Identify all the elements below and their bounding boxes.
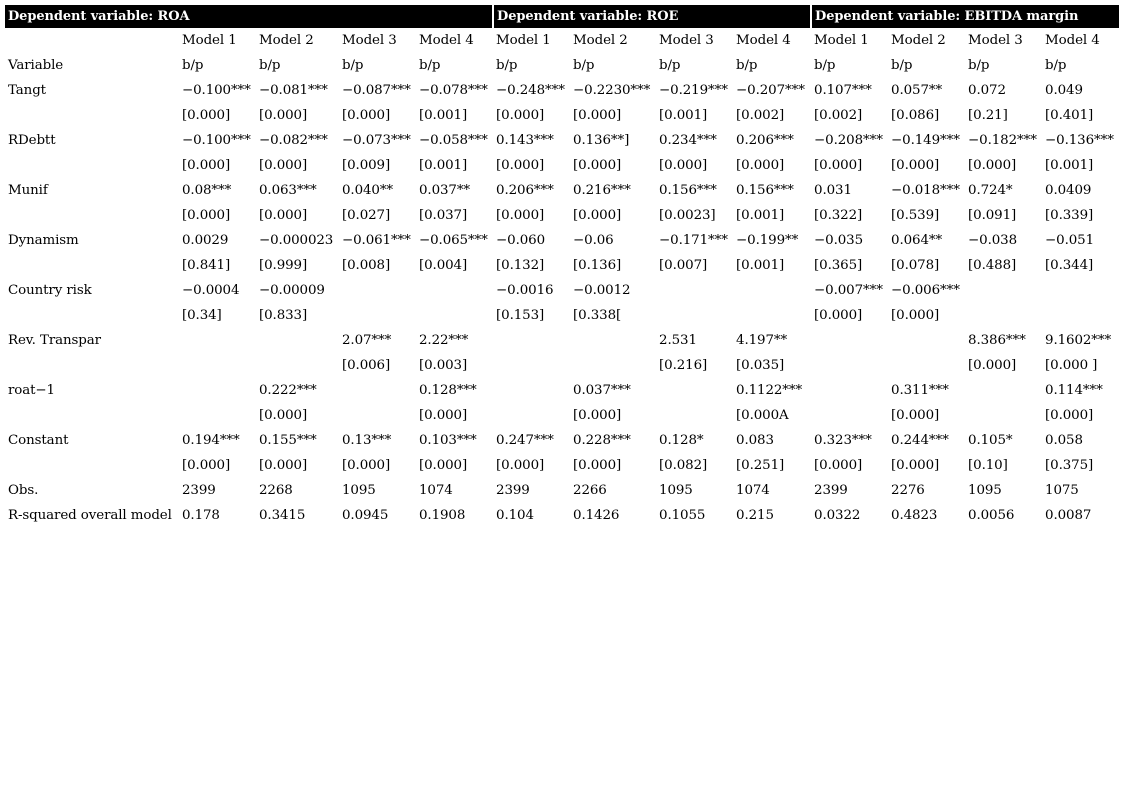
table-cell: 0.083 [736, 433, 774, 448]
table-cell: 0.234*** [659, 133, 717, 148]
table-cell [656, 378, 733, 403]
table-cell: 0.215 [736, 508, 774, 523]
table-cell: 8.386*** [968, 333, 1026, 348]
table-row [5, 228, 1119, 253]
table-cell [965, 378, 1042, 403]
table-cell: [0.000] [182, 208, 231, 223]
table-cell: 2268 [259, 483, 293, 498]
table-cell [256, 353, 339, 378]
table-cell: 0.216*** [573, 183, 631, 198]
row-label: Munif [8, 183, 48, 198]
table-cell: −0.0012 [573, 283, 631, 298]
table-cell: 0.206*** [736, 133, 794, 148]
table-row [5, 253, 1119, 278]
table-cell: [0.002] [736, 108, 785, 123]
table-cell [733, 303, 811, 328]
table-cell [656, 403, 733, 428]
table-cell: [0.000] [496, 208, 545, 223]
stat-header-cell: b/p [342, 58, 364, 73]
row-label [5, 453, 179, 478]
stat-header-cell: b/p [659, 58, 681, 73]
table-cell: [0.251] [736, 458, 785, 473]
table-cell: [0.000] [968, 158, 1017, 173]
table-cell: 0.114*** [1045, 383, 1103, 398]
table-cell: 1074 [419, 483, 453, 498]
table-cell: 0.064** [891, 233, 943, 248]
table-cell [965, 303, 1042, 328]
table-row [5, 278, 1119, 303]
table-cell: [0.000 ] [1045, 358, 1098, 373]
model-header-cell: Model 3 [659, 33, 714, 48]
table-cell: [0.000] [182, 458, 231, 473]
table-cell [256, 328, 339, 353]
table-body [5, 78, 1119, 528]
model-header-cell: Model 1 [814, 33, 869, 48]
table-cell: 0.037** [419, 183, 471, 198]
table-cell: 0.194*** [182, 433, 240, 448]
table-cell [965, 403, 1042, 428]
model-header-cell: Model 3 [342, 33, 397, 48]
table-cell: [0.539] [891, 208, 940, 223]
table-cell: 2266 [573, 483, 607, 498]
model-header-cell: Model 1 [182, 33, 237, 48]
table-cell [416, 278, 493, 303]
table-cell: 4.197** [736, 333, 788, 348]
table-cell: [0.000] [573, 158, 622, 173]
row-label [5, 403, 179, 428]
group-header-roa: Dependent variable: ROA [5, 5, 493, 28]
table-cell: 0.08*** [182, 183, 232, 198]
table-cell: [0.008] [342, 258, 391, 273]
table-cell [339, 278, 416, 303]
table-cell: −0.0016 [496, 283, 554, 298]
table-cell: 0.228*** [573, 433, 631, 448]
table-cell: 0.13*** [342, 433, 392, 448]
table-cell: 2.531 [659, 333, 697, 348]
table-cell: [0.339] [1045, 208, 1094, 223]
table-cell: −0.051 [1045, 233, 1095, 248]
table-cell: [0.344] [1045, 258, 1094, 273]
table-cell: −0.208*** [814, 133, 883, 148]
stat-header-cell: b/p [182, 58, 204, 73]
blank-corner-cell [5, 28, 179, 53]
table-cell: [0.000] [1045, 408, 1094, 423]
table-cell: 2399 [496, 483, 530, 498]
table-cell: [0.000] [573, 458, 622, 473]
table-cell: [0.000] [419, 458, 468, 473]
model-header-cell: Model 3 [968, 33, 1023, 48]
row-label: Obs. [8, 483, 39, 498]
stat-header-cell: b/p [1045, 58, 1067, 73]
table-cell [179, 403, 256, 428]
table-cell: [0.001] [419, 158, 468, 173]
table-cell: 0.156*** [736, 183, 794, 198]
table-cell [656, 303, 733, 328]
table-cell: [0.375] [1045, 458, 1094, 473]
row-label [5, 103, 179, 128]
row-label: Rev. Transpar [8, 333, 101, 348]
table-cell: [0.21] [968, 108, 1008, 123]
table-cell: [0.136] [573, 258, 622, 273]
table-cell: [0.0023] [659, 208, 716, 223]
table-cell: 0.1908 [419, 508, 466, 523]
table-cell: 2399 [814, 483, 848, 498]
table-cell: 0.0029 [182, 233, 229, 248]
table-cell: −0.100*** [182, 133, 251, 148]
model-header-cell: Model 2 [259, 33, 314, 48]
table-cell: −0.199** [736, 233, 799, 248]
table-cell: [0.841] [182, 258, 231, 273]
table-row [5, 503, 1119, 528]
model-header-cell: Model 4 [1045, 33, 1100, 48]
regression-table-container [5, 5, 1119, 528]
model-header-cell: Model 1 [496, 33, 551, 48]
row-label [5, 303, 179, 328]
table-cell: −0.219*** [659, 83, 728, 98]
table-cell: [0.000] [259, 458, 308, 473]
table-cell: 0.724* [968, 183, 1013, 198]
row-label: roat−1 [8, 383, 55, 398]
row-label [5, 353, 179, 378]
table-cell: [0.082] [659, 458, 708, 473]
table-cell: [0.000] [182, 158, 231, 173]
table-cell: [0.007] [659, 258, 708, 273]
row-label [5, 153, 179, 178]
table-cell: [0.000] [419, 408, 468, 423]
table-cell: [0.000] [496, 458, 545, 473]
table-cell: 0.0409 [1045, 183, 1092, 198]
table-cell: 0.0087 [1045, 508, 1092, 523]
table-cell: [0.002] [814, 108, 863, 123]
table-cell: [0.000] [342, 458, 391, 473]
table-cell: 0.0945 [342, 508, 389, 523]
model-header-cell: Model 2 [573, 33, 628, 48]
table-cell: [0.000] [814, 308, 863, 323]
table-cell: 1095 [968, 483, 1002, 498]
table-cell: 0.155*** [259, 433, 317, 448]
row-label: Tangt [8, 83, 46, 98]
table-cell: [0.004] [419, 258, 468, 273]
table-cell: [0.037] [419, 208, 468, 223]
table-cell: 0.143*** [496, 133, 554, 148]
table-cell: 0.311*** [891, 383, 949, 398]
table-cell: [0.000] [968, 358, 1017, 373]
table-cell: 2276 [891, 483, 925, 498]
table-cell [179, 328, 256, 353]
table-cell: 0.206*** [496, 183, 554, 198]
table-cell [1042, 303, 1119, 328]
table-cell: −0.078*** [419, 83, 488, 98]
table-cell: −0.136*** [1045, 133, 1114, 148]
table-cell: [0.000] [259, 158, 308, 173]
table-cell: [0.091] [968, 208, 1017, 223]
table-cell [1042, 278, 1119, 303]
table-cell [339, 303, 416, 328]
table-cell: 0.247*** [496, 433, 554, 448]
table-row [5, 478, 1119, 503]
stat-header-cell: b/p [259, 58, 281, 73]
table-cell: [0.001] [659, 108, 708, 123]
table-row [5, 303, 1119, 328]
dependent-variable-header-row [5, 5, 1119, 28]
table-cell: −0.06 [573, 233, 614, 248]
table-row [5, 128, 1119, 153]
table-cell: 0.0056 [968, 508, 1015, 523]
table-cell: 1095 [342, 483, 376, 498]
regression-table [5, 5, 1119, 528]
table-cell: −0.038 [968, 233, 1018, 248]
table-row [5, 153, 1119, 178]
table-cell: 0.057** [891, 83, 943, 98]
model-header-cell: Model 2 [891, 33, 946, 48]
table-cell: 0.072 [968, 83, 1006, 98]
table-cell [811, 328, 888, 353]
table-row [5, 203, 1119, 228]
table-cell: [0.000] [496, 108, 545, 123]
table-cell [888, 353, 965, 378]
table-cell: [0.000] [182, 108, 231, 123]
table-cell: 0.103*** [419, 433, 477, 448]
table-cell [493, 378, 570, 403]
table-cell: 0.178 [182, 508, 220, 523]
row-label: RDebtt [8, 133, 56, 148]
table-cell [493, 403, 570, 428]
table-cell: −0.007*** [814, 283, 883, 298]
table-cell: −0.087*** [342, 83, 411, 98]
table-cell [179, 353, 256, 378]
table-cell: −0.061*** [342, 233, 411, 248]
table-cell: [0.216] [659, 358, 708, 373]
table-cell: 0.1122*** [736, 383, 803, 398]
group-header-ebitda: Dependent variable: EBITDA margin [811, 5, 1119, 28]
table-cell: −0.207*** [736, 83, 805, 98]
table-row [5, 78, 1119, 103]
table-cell: [0.000] [259, 108, 308, 123]
table-cell: [0.000A [736, 408, 789, 423]
table-cell: [0.000] [259, 208, 308, 223]
group-header-roe: Dependent variable: ROE [493, 5, 811, 28]
table-cell: −0.171*** [659, 233, 728, 248]
table-cell: 1075 [1045, 483, 1079, 498]
table-cell [570, 353, 656, 378]
table-cell: −0.035 [814, 233, 864, 248]
variable-column-header: Variable [8, 58, 64, 73]
row-label: R-squared overall model [8, 508, 172, 523]
table-cell: −0.018*** [891, 183, 960, 198]
table-cell: [0.003] [419, 358, 468, 373]
table-cell: 0.104 [496, 508, 534, 523]
stat-header-cell: b/p [736, 58, 758, 73]
table-cell [416, 303, 493, 328]
table-cell: [0.000] [573, 208, 622, 223]
row-label: Constant [8, 433, 69, 448]
table-cell: [0.000] [891, 408, 940, 423]
table-cell: [0.000] [736, 158, 785, 173]
table-cell: [0.001] [1045, 158, 1094, 173]
table-cell: 0.063*** [259, 183, 317, 198]
table-cell: [0.338[ [573, 308, 622, 323]
table-row [5, 403, 1119, 428]
table-row [5, 453, 1119, 478]
table-cell [179, 378, 256, 403]
table-cell: 0.058 [1045, 433, 1083, 448]
table-cell [811, 378, 888, 403]
model-header-cell: Model 4 [736, 33, 791, 48]
table-cell [965, 278, 1042, 303]
stat-header-cell: b/p [968, 58, 990, 73]
table-cell: −0.000023 [259, 233, 334, 248]
table-cell: 0.049 [1045, 83, 1083, 98]
table-cell [493, 353, 570, 378]
table-cell: [0.000] [891, 158, 940, 173]
table-cell: −0.081*** [259, 83, 328, 98]
table-cell: [0.488] [968, 258, 1017, 273]
table-cell [493, 328, 570, 353]
table-cell: 0.136**] [573, 133, 630, 148]
table-row [5, 328, 1119, 353]
table-cell: [0.132] [496, 258, 545, 273]
table-cell: 0.040** [342, 183, 394, 198]
table-row [5, 353, 1119, 378]
table-cell: −0.2230*** [573, 83, 651, 98]
table-cell: [0.10] [968, 458, 1008, 473]
row-label [5, 253, 179, 278]
table-cell: −0.248*** [496, 83, 565, 98]
row-label: Country risk [8, 283, 92, 298]
table-cell: −0.182*** [968, 133, 1037, 148]
table-cell: [0.001] [736, 208, 785, 223]
table-cell: 2.07*** [342, 333, 392, 348]
table-cell [570, 328, 656, 353]
table-cell: 0.1055 [659, 508, 706, 523]
table-cell [888, 328, 965, 353]
table-cell: 1095 [659, 483, 693, 498]
table-cell: [0.999] [259, 258, 308, 273]
table-cell: [0.000] [814, 458, 863, 473]
table-cell: [0.078] [891, 258, 940, 273]
row-label [5, 203, 179, 228]
table-cell: 0.323*** [814, 433, 872, 448]
table-cell: [0.000] [342, 108, 391, 123]
table-cell: [0.000] [814, 158, 863, 173]
table-cell: −0.149*** [891, 133, 960, 148]
table-cell: [0.000] [891, 308, 940, 323]
table-cell: 0.222*** [259, 383, 317, 398]
table-cell [811, 403, 888, 428]
table-cell: 0.031 [814, 183, 852, 198]
table-cell: −0.00009 [259, 283, 325, 298]
table-cell: [0.153] [496, 308, 545, 323]
table-cell: 0.244*** [891, 433, 949, 448]
model-header-row [5, 28, 1119, 53]
table-cell: 0.037*** [573, 383, 631, 398]
table-row [5, 378, 1119, 403]
table-cell: [0.000] [573, 108, 622, 123]
table-cell: 0.128* [659, 433, 704, 448]
table-row [5, 428, 1119, 453]
table-cell [656, 278, 733, 303]
table-cell: 9.1602*** [1045, 333, 1112, 348]
table-cell: [0.322] [814, 208, 863, 223]
table-cell: 0.156*** [659, 183, 717, 198]
table-cell: [0.006] [342, 358, 391, 373]
table-cell: −0.006*** [891, 283, 960, 298]
table-cell: [0.000] [891, 458, 940, 473]
table-cell: 0.105* [968, 433, 1013, 448]
table-row [5, 103, 1119, 128]
table-cell: −0.073*** [342, 133, 411, 148]
table-cell: [0.001] [736, 258, 785, 273]
table-cell: 0.107*** [814, 83, 872, 98]
table-cell [339, 378, 416, 403]
row-label: Dynamism [8, 233, 79, 248]
stat-header-cell: b/p [419, 58, 441, 73]
table-cell: [0.000] [259, 408, 308, 423]
table-cell: [0.34] [182, 308, 222, 323]
table-cell: [0.086] [891, 108, 940, 123]
table-cell: [0.035] [736, 358, 785, 373]
table-cell: 2399 [182, 483, 216, 498]
table-cell: −0.100*** [182, 83, 251, 98]
table-row [5, 178, 1119, 203]
table-cell: 0.3415 [259, 508, 306, 523]
table-cell: [0.009] [342, 158, 391, 173]
table-cell: [0.000] [659, 158, 708, 173]
table-cell: [0.365] [814, 258, 863, 273]
table-cell [339, 403, 416, 428]
table-cell: 0.1426 [573, 508, 620, 523]
stat-header-cell: b/p [496, 58, 518, 73]
table-cell: −0.060 [496, 233, 546, 248]
table-cell: −0.065*** [419, 233, 488, 248]
table-cell: 0.4823 [891, 508, 938, 523]
table-cell: [0.000] [496, 158, 545, 173]
table-cell: 0.0322 [814, 508, 861, 523]
table-cell: −0.082*** [259, 133, 328, 148]
table-cell: 2.22*** [419, 333, 469, 348]
model-header-cell: Model 4 [419, 33, 474, 48]
table-cell [811, 353, 888, 378]
table-cell: [0.833] [259, 308, 308, 323]
table-cell: −0.0004 [182, 283, 240, 298]
table-cell: [0.027] [342, 208, 391, 223]
table-cell: 1074 [736, 483, 770, 498]
table-cell: [0.000] [573, 408, 622, 423]
table-cell: 0.128*** [419, 383, 477, 398]
stat-header-row [5, 53, 1119, 78]
table-cell: −0.058*** [419, 133, 488, 148]
stat-header-cell: b/p [573, 58, 595, 73]
table-cell: [0.001] [419, 108, 468, 123]
stat-header-cell: b/p [814, 58, 836, 73]
stat-header-cell: b/p [891, 58, 913, 73]
table-cell [733, 278, 811, 303]
table-cell: [0.401] [1045, 108, 1094, 123]
